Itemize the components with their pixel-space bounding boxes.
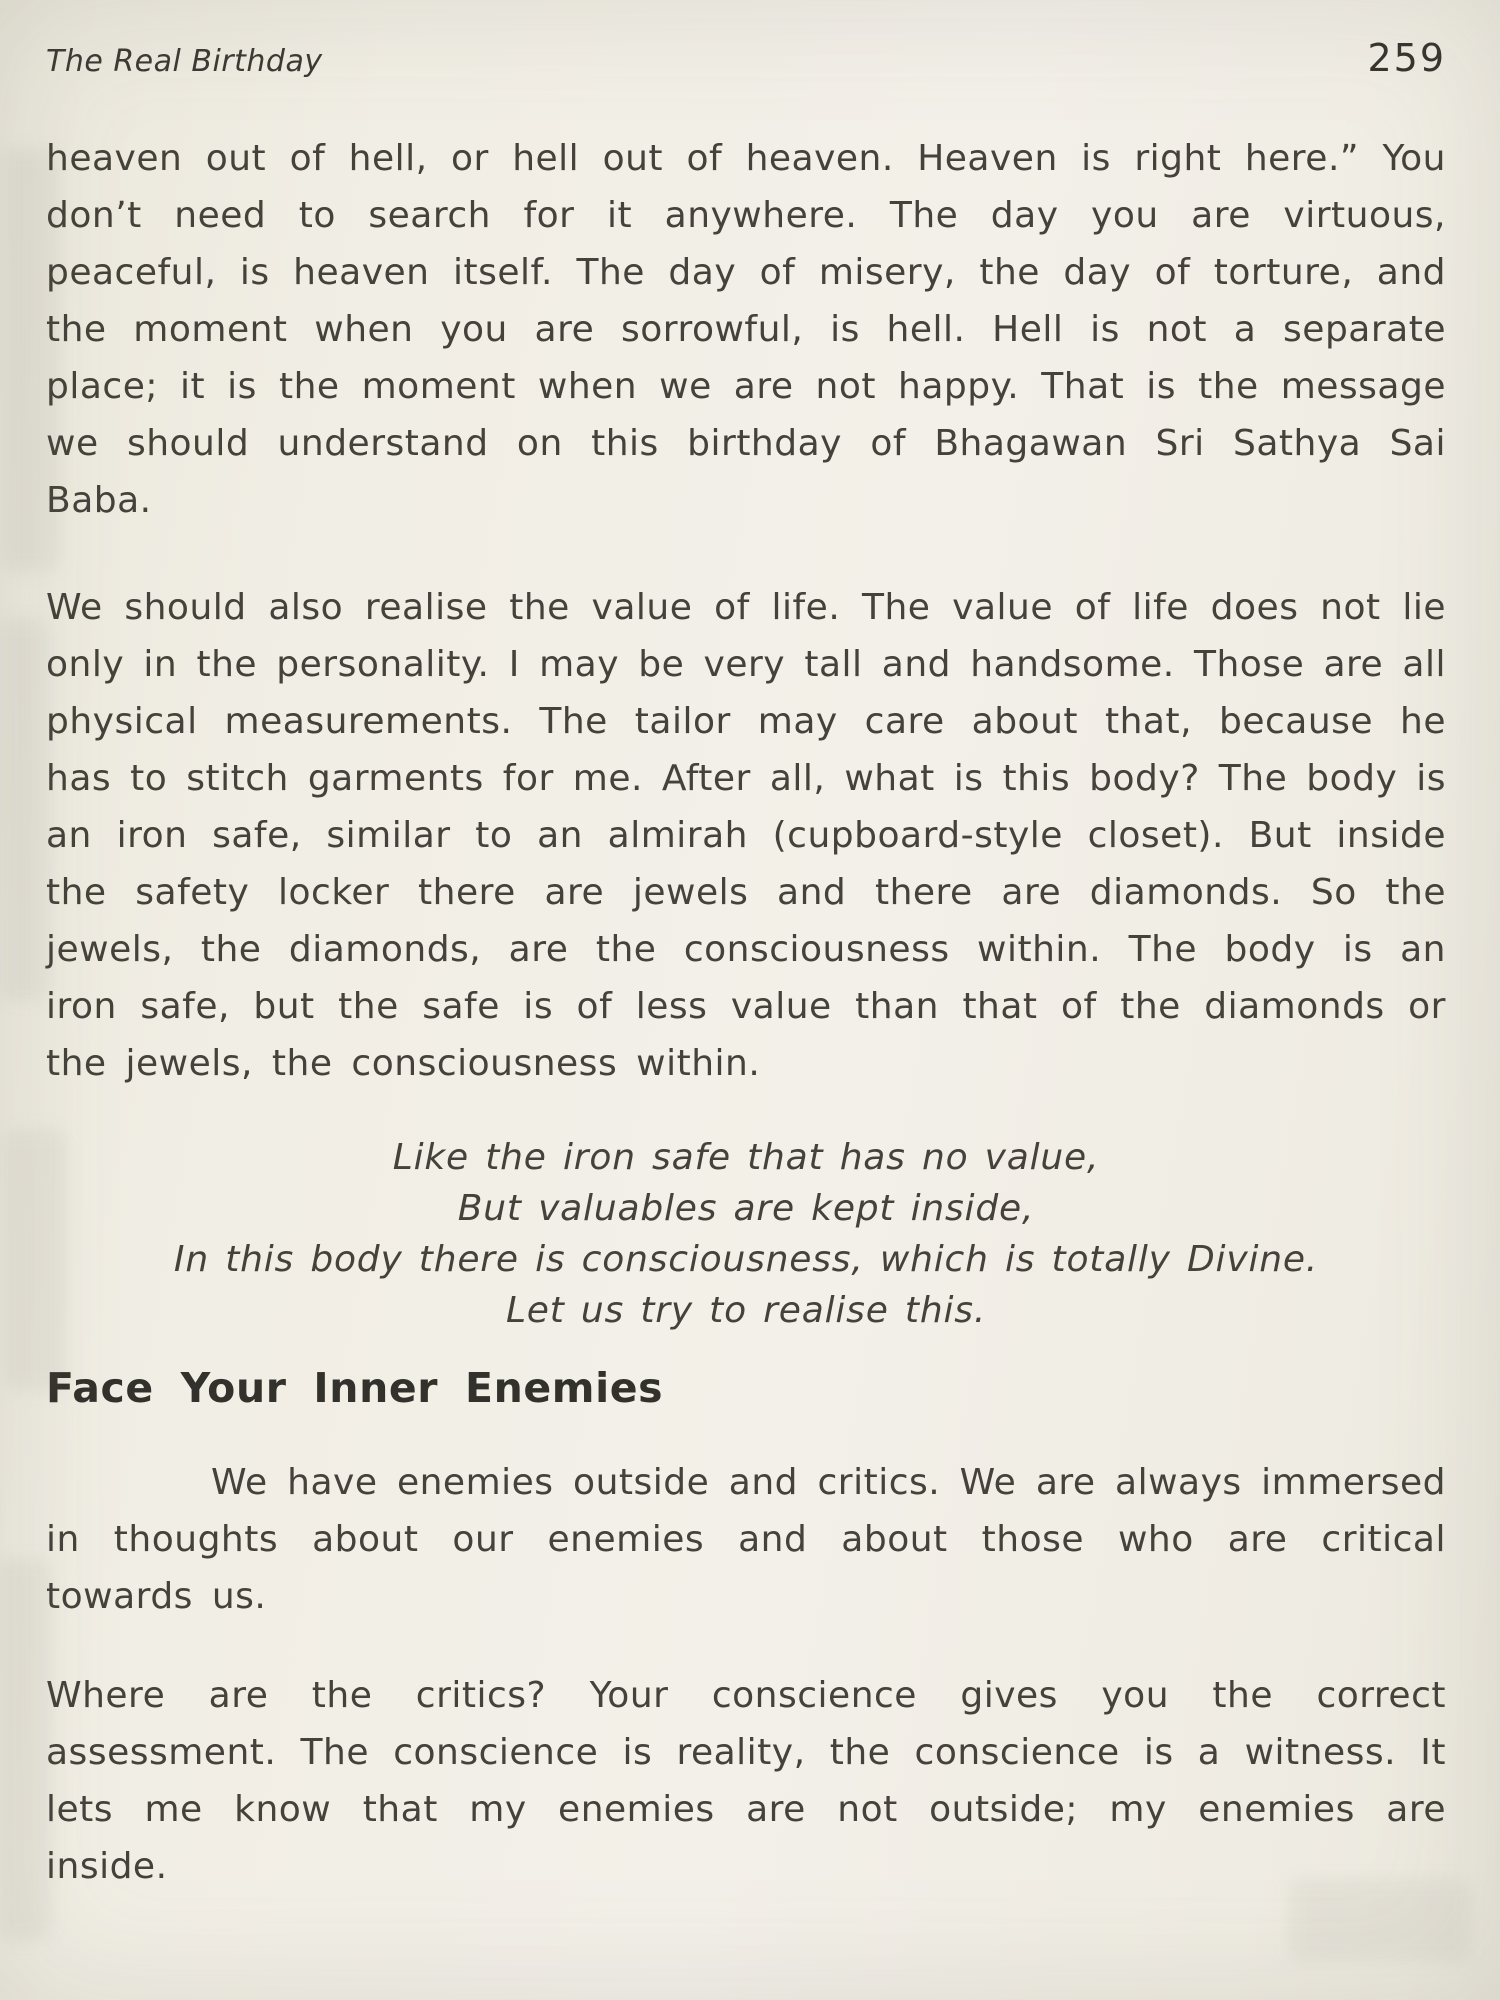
page-header — [46, 36, 1446, 80]
scan-artifact — [2, 620, 48, 1000]
running-title: The Real Birthday — [46, 44, 323, 79]
scan-artifact — [0, 1560, 50, 1940]
verse-block — [46, 1132, 1446, 1336]
paragraph-enemies-outside: We have enemies outside and critics. We are always immersed in thoughts about our enemies and about those who are critical towards us. — [46, 1462, 1446, 1617]
verse-line: Let us try to realise this. — [505, 1290, 987, 1331]
verse-line: Like the iron safe that has no value, — [392, 1137, 1100, 1178]
verse-line: But valuables are kept inside, — [457, 1188, 1035, 1229]
page-body — [46, 130, 1446, 1895]
section-heading: Face Your Inner Enemies — [46, 1364, 664, 1412]
paragraph-where-critics: Where are the critics? Your conscience gives you the correct assessment. The conscience is reality, the conscience is a witness. It lets me know that my enemies are not outside; my enemies are inside. — [46, 1675, 1446, 1887]
paragraph-heaven-hell: heaven out of hell, or hell out of heaven. Heaven is right here.” You don’t need to search for it anywhere. The day you are virtuous, peaceful, is heaven itself. The day of misery, the day of torture, and the moment when you are sorrowful, is hell. Hell is not a separate place; it is the moment when we are not happy. That is the message we should understand on this birthday of Bhagawan Sri Sathya Sai Baba. — [46, 138, 1446, 521]
verse-line: In this body there is consciousness, which is totally Divine. — [173, 1239, 1319, 1280]
paragraph-value-of-life: We should also realise the value of life. The value of life does not lie only in the personality. I may be very tall and handsome. Those are all physical measurements. The tailor may care about that, because he has to stitch garments for me. After all, what is this body? The body is an iron safe, similar to an almirah (cupboard-style closet). But inside the safety locker there are jewels and there are diamonds. So the jewels, the diamonds, are the consciousness within. The body is an iron safe, but the safe is of less value than that of the diamonds or the jewels, the consciousness within. — [46, 587, 1446, 1084]
page-number: 259 — [1367, 36, 1446, 80]
